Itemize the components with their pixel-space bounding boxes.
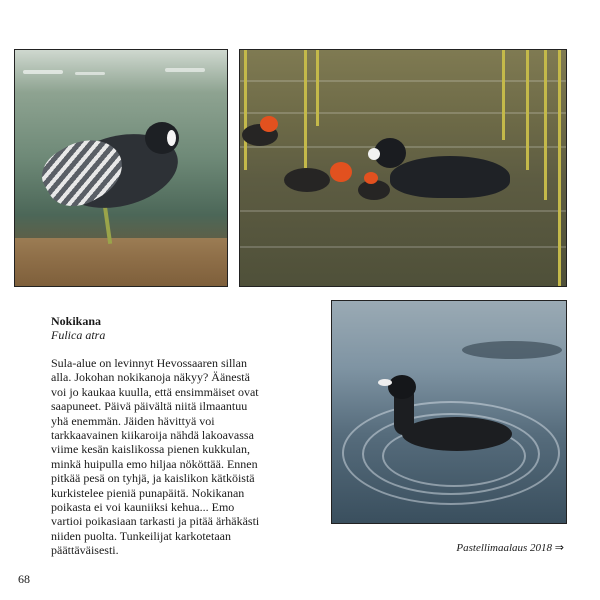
body-line: niiden puolta. Tunkeilijat karkotetaan — [51, 528, 231, 543]
pastel-painting-label: Pastellimaalaus 2018 — [456, 542, 553, 554]
body-line: poikasta ei voi kauniiksi kehua... Emo — [51, 500, 235, 515]
reed — [526, 50, 529, 170]
coot-head — [388, 375, 416, 399]
reed — [502, 50, 505, 140]
article-text-block — [51, 314, 281, 558]
water-wave — [240, 112, 566, 114]
body-line: saapuneet. Päivä päivältä niitä ilmaantuu — [51, 399, 248, 414]
body-line: voi jo kaukaa kuulla, että ensimmäiset ovat — [51, 384, 259, 399]
body-line: kurkistelee pieniä punapäitä. Nokikanan — [51, 485, 245, 500]
pastel-painting-link[interactable] — [456, 541, 564, 554]
water-wave — [240, 246, 566, 248]
article-title: Nokikana — [51, 314, 102, 328]
chick-body — [284, 168, 330, 192]
water-reflection — [165, 68, 205, 72]
chick-head — [330, 162, 352, 182]
rock — [15, 238, 227, 286]
coot-beak — [378, 379, 392, 386]
reed — [558, 50, 561, 286]
water-shadow — [462, 341, 562, 359]
water-wave — [240, 80, 566, 82]
water-reflection — [75, 72, 105, 75]
photo-coot-swimming — [331, 300, 567, 524]
water-reflection — [23, 70, 63, 74]
water-wave — [240, 210, 566, 212]
page-number: 68 — [18, 572, 30, 586]
article-body — [51, 356, 281, 558]
coot-body — [390, 156, 510, 198]
photo-coot-standing — [14, 49, 228, 287]
coot-body — [402, 417, 512, 451]
photo-coot-with-chicks — [239, 49, 567, 287]
body-line: minkä huipulla emo hiljaa nököttää. Ennen — [51, 456, 258, 471]
arrow-right-icon: ⇒ — [554, 541, 564, 554]
reed — [244, 50, 247, 170]
body-line: alla. Jokohan nokikanoja näkyy? Äänestä — [51, 370, 250, 385]
coot-shield — [368, 148, 380, 160]
body-line: tarkkaavainen kiikaroija nähdä lakoavassa — [51, 428, 254, 443]
chick-head — [260, 116, 278, 132]
body-line: yhä enemmän. Jäiden hävittyä voi — [51, 413, 215, 428]
reed — [316, 50, 319, 126]
body-line: pitkää pesä on tyhjä, ja kaislikon kätköistä — [51, 471, 255, 486]
body-line: viime kesän kaislikossa pienen kukkulan, — [51, 442, 250, 457]
latin-name: Fulica atra — [51, 328, 106, 342]
coot-shield — [167, 130, 176, 146]
body-line: vartioi poikasiaan tarkasti ja pitää ärhäkästi — [51, 514, 260, 529]
reed — [544, 50, 547, 200]
body-line: Sula-alue on levinnyt Hevossaaren sillan — [51, 356, 247, 370]
chick-head — [364, 172, 378, 184]
body-line: päättäväisesti. — [51, 543, 119, 558]
reed — [304, 50, 307, 168]
